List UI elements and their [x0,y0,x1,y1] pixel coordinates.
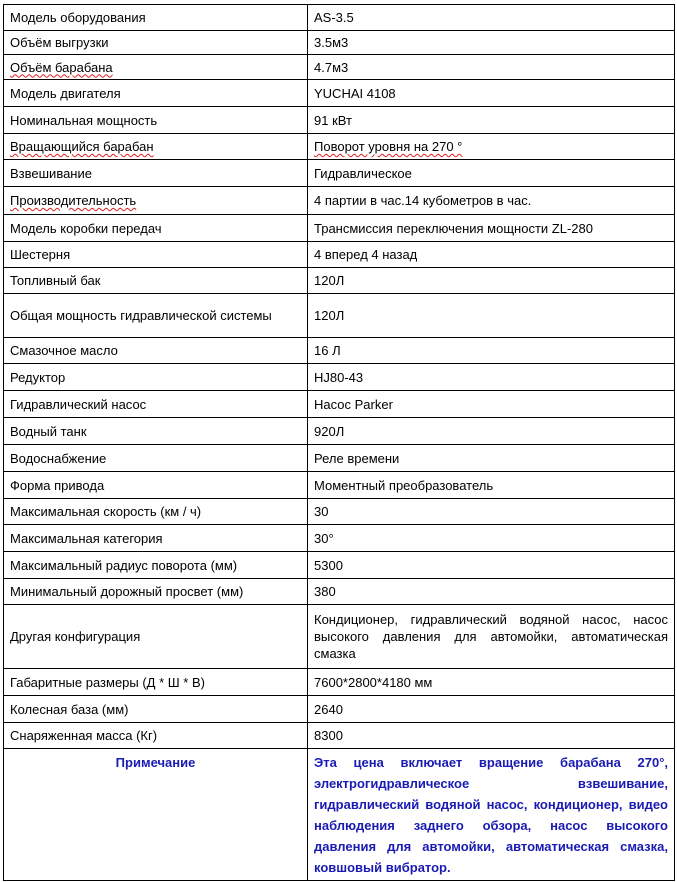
note-label: Примечание [4,749,308,881]
row-value: 16 Л [308,338,675,364]
row-value: 5300 [308,552,675,579]
row-label: Водный танк [4,418,308,445]
row-label: Минимальный дорожный просвет (мм) [4,579,308,605]
row-label: Модель оборудования [4,5,308,31]
row-value: AS-3.5 [308,5,675,31]
row-value: 120Л [308,268,675,294]
row-value: 8300 [308,723,675,749]
table-row [4,134,675,160]
row-label: Шестерня [4,242,308,268]
table-row [4,187,675,215]
spellcheck-marked-text: Объём барабана [10,59,113,75]
row-value: Трансмиссия переключения мощности ZL-280 [308,215,675,242]
table-row [4,525,675,552]
table-row [4,723,675,749]
table-row [4,294,675,338]
row-value: YUCHAI 4108 [308,80,675,107]
table-row [4,107,675,134]
table-row [4,445,675,472]
row-label: Модель двигателя [4,80,308,107]
table-row [4,605,675,669]
row-value: 2640 [308,696,675,723]
row-value: 30 [308,499,675,525]
row-label: Водоснабжение [4,445,308,472]
row-value: HJ80-43 [308,364,675,391]
table-row [4,5,675,31]
row-label: Форма привода [4,472,308,499]
spellcheck-marked-text: Производительность [10,193,137,208]
row-value: 920Л [308,418,675,445]
table-row [4,268,675,294]
spellcheck-marked-text: Поворот уровня на 270 ° [314,139,463,154]
specifications-table [3,4,675,881]
row-value: 7600*2800*4180 мм [308,669,675,696]
row-label: Колесная база (мм) [4,696,308,723]
table-row [4,552,675,579]
table-row [4,55,675,80]
table-row [4,499,675,525]
table-row [4,472,675,499]
note-text: Эта цена включает вращение барабана 270°, электрогидравлическое взвешивание, гидравлический водяной насос, кондиционер, видео наблюдения заднего обзора, насос высокого давления для автомойки, автоматическая смазка, ковшовый вибратор. [308,749,675,881]
row-value: Реле времени [308,445,675,472]
row-label: Максимальная категория [4,525,308,552]
table-row [4,80,675,107]
row-label: Снаряженная масса (Кг) [4,723,308,749]
row-label: Объём выгрузки [4,31,308,55]
row-label: Другая конфигурация [4,605,308,669]
row-value: Насос Parker [308,391,675,418]
row-value [308,134,675,160]
table-row [4,669,675,696]
row-value: 4 партии в час.14 кубометров в час. [308,187,675,215]
row-value: Гидравлическое [308,160,675,187]
row-label [4,134,308,160]
table-row [4,696,675,723]
row-label: Максимальная скорость (км / ч) [4,499,308,525]
row-label: Модель коробки передач [4,215,308,242]
row-value: 91 кВт [308,107,675,134]
row-value: 3.5м3 [308,31,675,55]
note-row [4,749,675,881]
row-label: Общая мощность гидравлической системы [4,294,308,338]
row-label: Смазочное масло [4,338,308,364]
row-value: 30° [308,525,675,552]
row-label [4,187,308,215]
table-row [4,418,675,445]
row-value: Моментный преобразователь [308,472,675,499]
spellcheck-marked-text: Вращающийся барабан [10,139,154,154]
table-row [4,160,675,187]
row-label: Взвешивание [4,160,308,187]
row-label: Номинальная мощность [4,107,308,134]
table-row [4,364,675,391]
table-row [4,391,675,418]
row-value: 380 [308,579,675,605]
table-row [4,31,675,55]
row-label: Габаритные размеры (Д * Ш * В) [4,669,308,696]
table-row [4,242,675,268]
row-label [4,55,308,80]
table-row [4,579,675,605]
row-label: Топливный бак [4,268,308,294]
table-row [4,215,675,242]
row-value: 120Л [308,294,675,338]
row-label: Гидравлический насос [4,391,308,418]
row-value: Кондиционер, гидравлический водяной насос, насос высокого давления для автомойки, автоматическая смазка [308,605,675,669]
row-label: Редуктор [4,364,308,391]
row-label: Максимальный радиус поворота (мм) [4,552,308,579]
row-value: 4.7м3 [308,55,675,80]
row-value: 4 вперед 4 назад [308,242,675,268]
table-row [4,338,675,364]
